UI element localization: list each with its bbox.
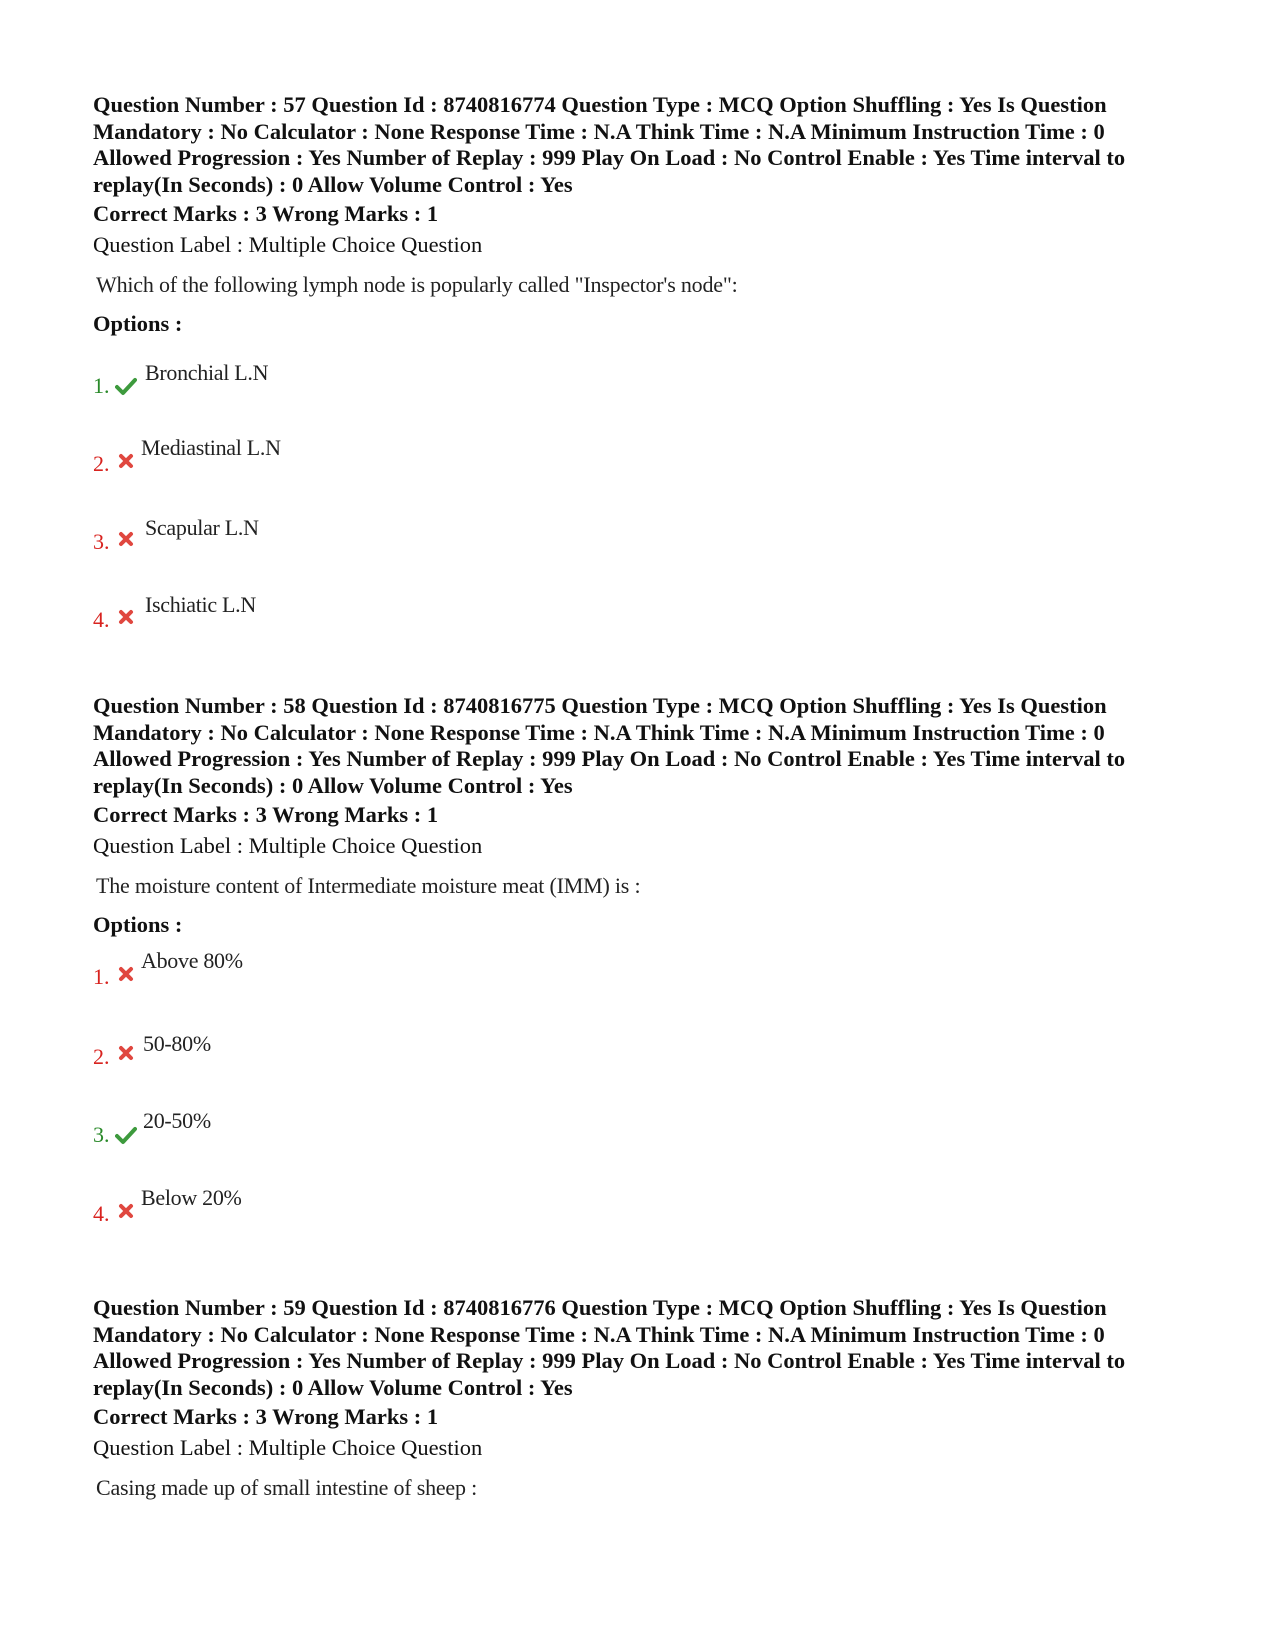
option-item — [93, 1185, 1183, 1270]
question-meta: Question Number : 57 Question Id : 8740816774 Question Type : MCQ Option Shuffling : Yes Is Question Mandatory : No Calculator : None Response Time : N.A Think Time : N.A Minimum Instruction Time : 0 Allowed Progression : Yes Number of Replay : 999 Play On Load : No Control Enable : Yes Time interval to replay(In Seconds) : 0 Allow Volume Control : Yes — [93, 92, 1126, 197]
question-marks: Correct Marks : 3 Wrong Marks : 1 — [93, 802, 439, 828]
option-text: Above 80% — [141, 948, 243, 974]
question-meta: Question Number : 59 Question Id : 8740816776 Question Type : MCQ Option Shuffling : Yes Is Question Mandatory : No Calculator : None Response Time : N.A Think Time : N.A Minimum Instruction Time : 0 Allowed Progression : Yes Number of Replay : 999 Play On Load : No Control Enable : Yes Time interval to replay(In Seconds) : 0 Allow Volume Control : Yes — [93, 1295, 1126, 1400]
option-number: 2. — [93, 1044, 110, 1070]
options-heading: Options : — [93, 912, 183, 938]
option-item — [93, 345, 1183, 426]
question-marks: Correct Marks : 3 Wrong Marks : 1 — [93, 201, 439, 227]
option-number: 4. — [93, 1201, 110, 1227]
option-number: 1. — [93, 373, 110, 399]
question-label: Question Label : Multiple Choice Question — [93, 1435, 483, 1461]
option-text: Mediastinal L.N — [141, 435, 281, 461]
option-text: 50-80% — [143, 1031, 211, 1057]
question-57 — [93, 92, 1183, 669]
option-item — [93, 1108, 1183, 1189]
check-icon — [115, 375, 137, 397]
cross-icon — [117, 608, 135, 626]
option-number: 1. — [93, 964, 110, 990]
option-item — [93, 507, 1183, 588]
question-meta: Question Number : 58 Question Id : 8740816775 Question Type : MCQ Option Shuffling : Yes Is Question Mandatory : No Calculator : None Response Time : N.A Think Time : N.A Minimum Instruction Time : 0 Allowed Progression : Yes Number of Replay : 999 Play On Load : No Control Enable : Yes Time interval to replay(In Seconds) : 0 Allow Volume Control : Yes — [93, 693, 1126, 798]
question-text: The moisture content of Intermediate moisture meat (IMM) is : — [96, 873, 641, 899]
question-label: Question Label : Multiple Choice Question — [93, 232, 483, 258]
option-text: Bronchial L.N — [145, 360, 269, 386]
question-text: Casing made up of small intestine of sheep : — [96, 1475, 478, 1501]
question-text: Which of the following lymph node is popularly called "Inspector's node": — [96, 272, 738, 298]
option-item — [93, 426, 1183, 507]
cross-icon — [117, 530, 135, 548]
option-text: Below 20% — [141, 1185, 242, 1211]
options-heading: Options : — [93, 311, 183, 337]
options-list — [93, 345, 1183, 669]
option-number: 4. — [93, 607, 110, 633]
option-number: 2. — [93, 451, 110, 477]
option-item — [93, 946, 1183, 1027]
cross-icon — [117, 1044, 135, 1062]
question-58 — [93, 693, 1183, 1270]
option-number: 3. — [93, 1122, 110, 1148]
option-text: Ischiatic L.N — [145, 592, 256, 618]
question-marks: Correct Marks : 3 Wrong Marks : 1 — [93, 1404, 439, 1430]
options-list — [93, 946, 1183, 1270]
check-icon — [115, 1124, 137, 1146]
question-59 — [93, 1295, 1183, 1501]
cross-icon — [117, 1202, 135, 1220]
cross-icon — [117, 452, 135, 470]
option-number: 3. — [93, 529, 110, 555]
option-text: Scapular L.N — [145, 515, 259, 541]
option-text: 20-50% — [143, 1108, 211, 1134]
option-item — [93, 1027, 1183, 1108]
question-label: Question Label : Multiple Choice Question — [93, 833, 483, 859]
cross-icon — [117, 965, 135, 983]
option-item — [93, 588, 1183, 669]
